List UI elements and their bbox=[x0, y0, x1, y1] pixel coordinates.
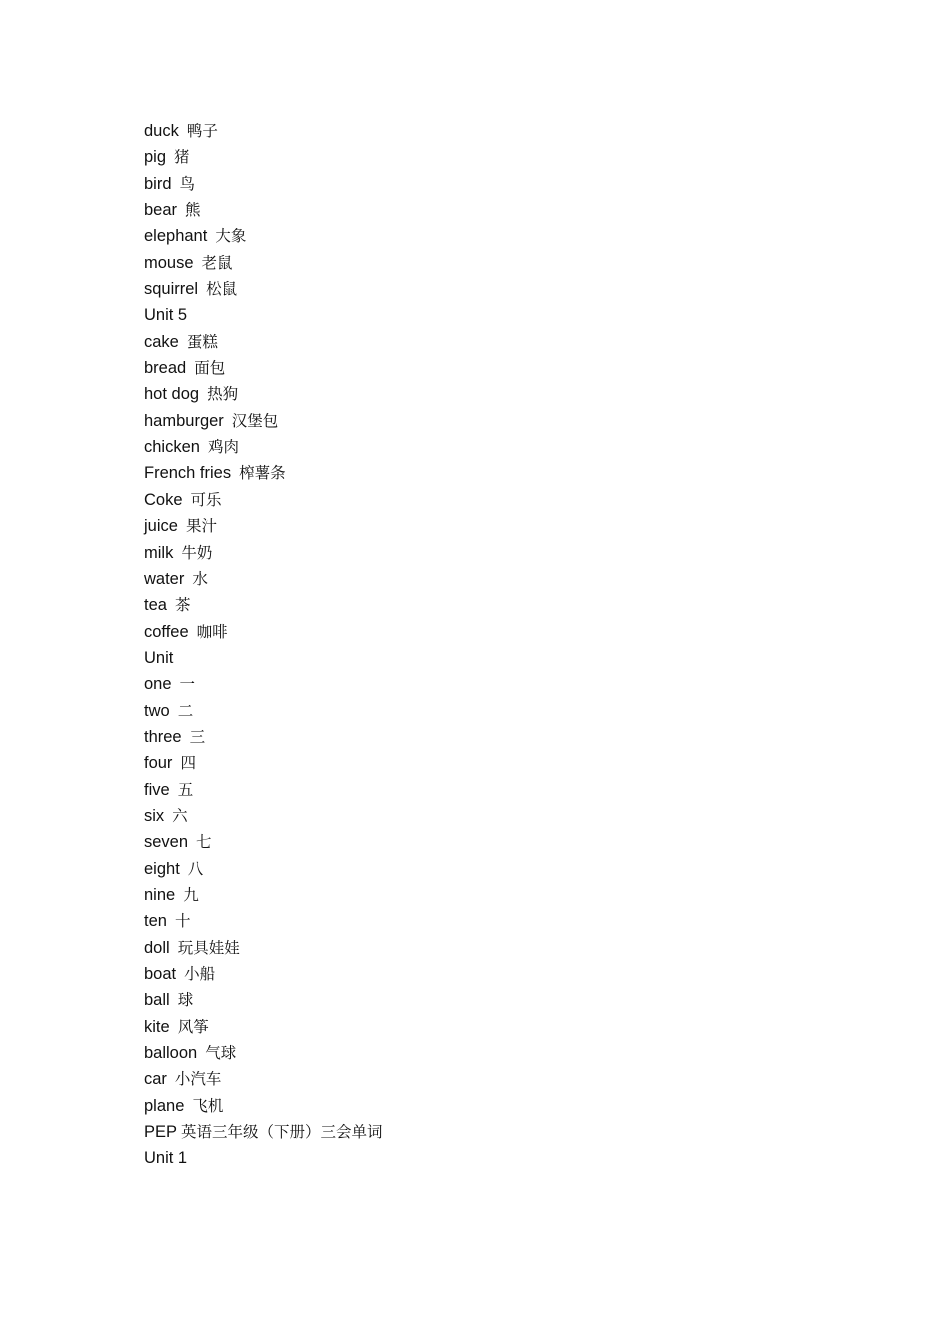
chinese-meaning: 十 bbox=[174, 912, 191, 931]
chinese-meaning: 玩具娃娃 bbox=[177, 938, 240, 957]
chinese-meaning: 二 bbox=[177, 701, 194, 720]
vocab-line bbox=[144, 829, 383, 855]
english-word: kite bbox=[144, 1017, 170, 1036]
vocab-line bbox=[144, 724, 383, 750]
chinese-meaning: 咖啡 bbox=[196, 622, 228, 641]
english-word: two bbox=[144, 701, 170, 720]
chinese-meaning: 牛奶 bbox=[181, 543, 213, 562]
chinese-meaning: 小汽车 bbox=[174, 1070, 222, 1089]
english-word: boat bbox=[144, 965, 177, 983]
vocab-line bbox=[144, 935, 383, 961]
chinese-meaning: 飞机 bbox=[192, 1096, 224, 1115]
english-word: chicken bbox=[144, 438, 200, 457]
english-word: one bbox=[144, 675, 172, 694]
chinese-meaning: 九 bbox=[183, 885, 199, 904]
english-word: plane bbox=[144, 1096, 185, 1115]
vocab-line bbox=[144, 197, 383, 223]
chinese-meaning: 茶 bbox=[174, 596, 191, 615]
english-word: four bbox=[144, 754, 173, 773]
chinese-meaning: 鸟 bbox=[179, 174, 196, 193]
vocab-line bbox=[144, 961, 383, 987]
vocab-line bbox=[144, 223, 383, 249]
vocab-line bbox=[144, 171, 383, 197]
vocab-line bbox=[144, 1014, 383, 1040]
chinese-meaning: 老鼠 bbox=[201, 253, 233, 272]
english-word: six bbox=[144, 806, 165, 825]
english-word: three bbox=[144, 727, 182, 746]
chinese-meaning: 蛋糕 bbox=[186, 332, 218, 351]
vocab-line bbox=[144, 750, 383, 776]
english-word: nine bbox=[144, 885, 176, 904]
english-word: hamburger bbox=[144, 411, 224, 430]
vocab-line bbox=[144, 329, 383, 355]
vocab-line bbox=[144, 250, 383, 276]
vocab-line bbox=[144, 856, 383, 882]
english-word: mouse bbox=[144, 253, 194, 272]
vocab-line bbox=[144, 987, 383, 1013]
chinese-meaning: 热狗 bbox=[207, 385, 239, 404]
vocab-line bbox=[144, 777, 383, 803]
vocab-line bbox=[144, 619, 383, 645]
english-word: bear bbox=[144, 201, 178, 220]
english-word: doll bbox=[144, 938, 170, 957]
vocab-line bbox=[144, 803, 383, 829]
english-word: ten bbox=[144, 912, 167, 931]
chinese-meaning: 松鼠 bbox=[206, 280, 238, 299]
vocab-line bbox=[144, 671, 383, 697]
chinese-meaning: 八 bbox=[187, 859, 204, 878]
vocab-line bbox=[144, 1066, 383, 1092]
vocab-line bbox=[144, 487, 383, 513]
vocab-line bbox=[144, 434, 383, 460]
vocab-line bbox=[144, 276, 383, 302]
vocab-line bbox=[144, 408, 383, 434]
vocab-line bbox=[144, 1093, 383, 1119]
chinese-meaning: 大象 bbox=[215, 227, 247, 246]
english-word: elephant bbox=[144, 227, 208, 246]
chinese-meaning: 气球 bbox=[205, 1044, 237, 1063]
english-word: French fries bbox=[144, 464, 232, 483]
vocab-line bbox=[144, 118, 383, 144]
english-word: squirrel bbox=[144, 280, 199, 299]
chinese-meaning: 鸭子 bbox=[186, 122, 218, 140]
vocab-line bbox=[144, 381, 383, 407]
vocab-line bbox=[144, 882, 383, 908]
english-word: water bbox=[144, 569, 185, 588]
vocab-line bbox=[144, 908, 383, 934]
chinese-meaning: 水 bbox=[192, 569, 208, 588]
english-word: juice bbox=[144, 517, 178, 536]
chinese-meaning: 榨薯条 bbox=[239, 464, 286, 483]
chinese-meaning: 果汁 bbox=[185, 517, 217, 536]
chinese-meaning: 四 bbox=[180, 754, 196, 773]
english-word: balloon bbox=[144, 1044, 198, 1063]
chinese-meaning: 风筝 bbox=[177, 1017, 209, 1036]
unit-label: Unit bbox=[144, 648, 174, 667]
chinese-meaning: 七 bbox=[196, 833, 212, 852]
vocab-line bbox=[144, 1040, 383, 1066]
chinese-meaning: 一 bbox=[179, 675, 196, 694]
english-word: five bbox=[144, 780, 170, 799]
unit-heading bbox=[144, 1145, 383, 1171]
chinese-meaning: 面包 bbox=[194, 359, 226, 378]
english-word: bird bbox=[144, 174, 172, 193]
english-word: ball bbox=[144, 991, 170, 1010]
english-word: bread bbox=[144, 359, 187, 378]
english-word: pig bbox=[144, 148, 167, 167]
unit-heading bbox=[144, 302, 383, 328]
english-word: coffee bbox=[144, 622, 189, 641]
english-word: seven bbox=[144, 833, 189, 852]
title-prefix: PEP bbox=[144, 1123, 178, 1142]
english-word: eight bbox=[144, 859, 180, 878]
vocab-line bbox=[144, 592, 383, 618]
vocab-line bbox=[144, 566, 383, 592]
chinese-meaning: 可乐 bbox=[190, 490, 222, 509]
english-word: Coke bbox=[144, 490, 183, 509]
chinese-meaning: 汉堡包 bbox=[231, 411, 279, 430]
english-word: duck bbox=[144, 122, 179, 140]
vocab-line bbox=[144, 540, 383, 566]
chinese-meaning: 小船 bbox=[184, 965, 216, 983]
unit-heading bbox=[144, 645, 383, 671]
chinese-meaning: 鸡肉 bbox=[207, 438, 239, 457]
unit-label: Unit 1 bbox=[144, 1149, 188, 1168]
vocabulary-list bbox=[144, 118, 383, 1172]
vocab-line bbox=[144, 460, 383, 486]
vocab-line bbox=[144, 698, 383, 724]
chinese-meaning: 六 bbox=[172, 806, 188, 825]
chinese-meaning: 猪 bbox=[174, 148, 190, 167]
chinese-meaning: 五 bbox=[177, 780, 194, 799]
vocab-line bbox=[144, 355, 383, 381]
english-word: milk bbox=[144, 543, 174, 562]
unit-label: Unit 5 bbox=[144, 306, 188, 325]
chinese-meaning: 熊 bbox=[185, 201, 201, 220]
vocab-line bbox=[144, 513, 383, 539]
chinese-meaning: 三 bbox=[189, 727, 206, 746]
chinese-meaning: 球 bbox=[177, 991, 194, 1010]
document-title bbox=[144, 1119, 383, 1145]
title-text: 英语三年级（下册）三会单词 bbox=[181, 1123, 383, 1142]
english-word: car bbox=[144, 1070, 167, 1089]
english-word: cake bbox=[144, 332, 179, 351]
english-word: tea bbox=[144, 596, 167, 615]
english-word: hot dog bbox=[144, 385, 200, 404]
vocab-line bbox=[144, 144, 383, 170]
